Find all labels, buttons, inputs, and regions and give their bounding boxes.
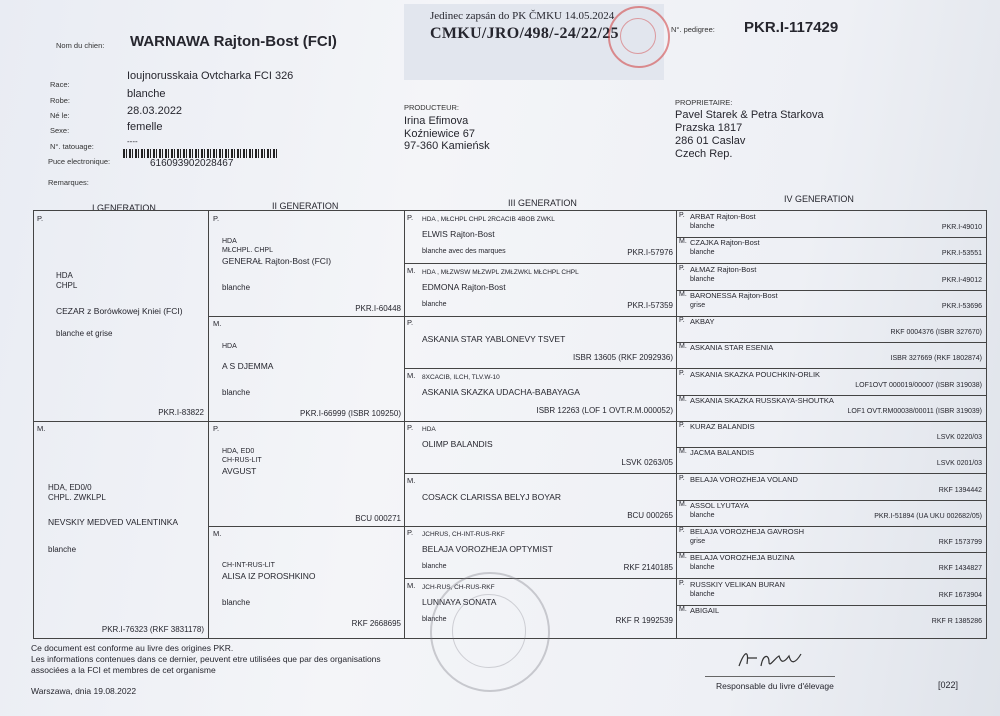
pedigree-number: PKR.I-117429 <box>744 19 839 36</box>
owner-address2: 286 01 Caslav <box>675 135 746 147</box>
registration-number: CMKU/JRO/498/-24/22/25 <box>430 25 619 42</box>
gen1-sire-titles2: CHPL <box>56 281 78 290</box>
gen4-name: ASKANIA SKAZKA POUCHKIN-ORLIK <box>690 369 821 379</box>
gen3-titles: HDA , MŁZWSW MŁZWPL ZMŁZWKL MŁCHPL CHPL <box>422 268 579 276</box>
column-divider <box>208 211 209 638</box>
gen4-sex: M. <box>679 290 687 298</box>
robe-label: Robe: <box>50 96 71 105</box>
gen3-reg: ISBR 12263 (LOF 1 OVT.R.M.000052) <box>536 405 673 415</box>
gen2-titles: HDA <box>222 343 237 350</box>
gen2-name: AVGUST <box>222 466 257 476</box>
column-divider <box>404 211 405 638</box>
owner-name: Pavel Starek & Petra Starkova <box>675 109 824 121</box>
dog-name: WARNAWA Rajton-Bost (FCI) <box>130 33 337 50</box>
gen3-titles: HDA , MŁCHPL CHPL 2RCACIB 4BOB ZWKL <box>422 216 555 223</box>
gen3-reg: ISBR 13605 (RKF 2092936) <box>572 353 673 362</box>
gen4-name: RUSSKIY VELIKAN BURAN <box>690 579 785 589</box>
producer-address1: Koźniewice 67 <box>404 128 475 140</box>
remarks-label: Remarques: <box>48 178 89 187</box>
gen4-name: JACMA BALANDIS <box>690 448 755 458</box>
born-label: Né le: <box>50 111 70 120</box>
document-code: [022] <box>938 680 959 690</box>
pedigree-label: N°. pedigree: <box>671 25 715 34</box>
gen4-color: blanche <box>690 564 715 572</box>
gen4-sex: P. <box>679 422 685 429</box>
row-divider <box>34 421 986 422</box>
gen3-name: ELWIS Rajton-Bost <box>422 229 495 239</box>
footer-note-1: Ce document est conforme au livre des origines PKR. <box>31 643 234 653</box>
gen2-titles: HDA <box>222 238 237 245</box>
producer-address2: 97-360 Kamieńsk <box>404 140 490 152</box>
producer-label: PRODUCTEUR: <box>404 103 460 112</box>
gen4-reg: PKR.I-51894 (UA UKU 002682/05) <box>874 512 982 520</box>
gen3-sex: P. <box>407 528 414 537</box>
gen3-name: COSACK CLARISSA BELYJ BOYAR <box>422 491 562 502</box>
gen2-titles2: MŁCHPL. CHPL <box>222 247 273 254</box>
generation-1-header: I GENERATION <box>92 203 156 213</box>
owner-label: PROPRIETAIRE: <box>675 98 733 107</box>
gen4-name: BARONESSA Rajton-Bost <box>690 290 778 300</box>
gen4-sex: M. <box>679 448 687 456</box>
sex-label: Sexe: <box>50 126 70 135</box>
gen4-reg: PKR.I-53696 <box>941 302 982 310</box>
gen2-titles: HDA, ED0 <box>222 448 255 455</box>
gen3-color: blanche <box>422 563 447 570</box>
gen3-sex: P. <box>407 213 414 222</box>
gen4-reg: LSVK 0220/03 <box>936 434 982 441</box>
gen2-titles2: CH-INT-RUS-LIT <box>222 562 275 569</box>
gen4-reg: PKR.I-49012 <box>941 276 982 284</box>
gen1-sire-color: blanche et grise <box>56 329 113 338</box>
gen4-name: KURAZ BALANDIS <box>690 422 755 431</box>
tattoo-value: ---- <box>127 137 138 146</box>
gen3-reg: BCU 000265 <box>627 510 673 520</box>
gen3-name: EDMONA Rajton-Bost <box>422 281 506 292</box>
row-divider <box>676 605 986 606</box>
born-value: 28.03.2022 <box>127 105 183 117</box>
gen1-dam-color: blanche <box>48 545 77 554</box>
gen4-reg: RKF 1673904 <box>938 591 982 599</box>
producer-name: Irina Efimova <box>404 115 469 127</box>
gen4-color: grise <box>690 538 706 545</box>
gen2-titles2: CH-RUS-LIT <box>222 457 262 464</box>
generation-4-header: IV GENERATION <box>784 194 854 204</box>
signature-line <box>705 676 835 677</box>
gen4-sex: P. <box>679 264 685 272</box>
gen4-sex: M. <box>679 500 687 508</box>
gen3-reg: RKF R 1992539 <box>615 615 673 625</box>
barcode-icon <box>123 149 278 158</box>
gen1-sire-reg: PKR.I-83822 <box>158 408 204 417</box>
gen3-sex: P. <box>407 423 414 432</box>
gen4-name: AKBAY <box>690 317 715 326</box>
gen1-dam-reg: PKR.I-76323 (RKF 3831178) <box>101 625 204 634</box>
gen3-sex: M. <box>407 475 416 485</box>
gen1-sire-sex: P. <box>37 214 44 223</box>
gen4-color: blanche <box>690 590 715 598</box>
gen2-name: A S DJEMMA <box>222 361 274 371</box>
tattoo-label: N°. tatouage: <box>50 142 94 151</box>
gen4-sex: P. <box>679 579 685 587</box>
gen2-color: blanche <box>222 598 251 607</box>
gen3-name: OLIMP BALANDIS <box>422 439 493 449</box>
gen2-reg: PKR.I-60448 <box>355 304 401 313</box>
gen4-sex: M. <box>679 605 687 613</box>
gen2-sex: P. <box>213 214 220 223</box>
gen2-sex: M. <box>213 529 222 538</box>
gen4-reg: PKR.I-49010 <box>941 224 982 231</box>
gen4-name: ABIGAIL <box>690 605 720 615</box>
gen4-sex: P. <box>679 527 685 534</box>
gen1-dam-name: NEVSKIY MEDVED VALENTINKA <box>48 517 179 527</box>
gen3-titles: JCHRUS, CH-INT-RUS-RKF <box>422 531 505 538</box>
gen4-sex: M. <box>679 238 687 246</box>
gen1-dam-titles2: CHPL. ZWKLPL <box>48 493 106 502</box>
row-divider <box>208 526 986 527</box>
gen4-sex: M. <box>679 343 687 351</box>
gen4-color: blanche <box>690 249 715 257</box>
gen4-sex: P. <box>679 317 685 324</box>
gen4-reg: RKF R 1385286 <box>931 617 982 625</box>
footer-note-2: Les informations contenues dans ce dernier, peuvent etre utilisées que par des organisations <box>31 654 381 664</box>
owner-address1: Prazska 1817 <box>675 122 743 134</box>
gen2-name: ALISA IZ POROSHKINO <box>222 571 316 581</box>
gen4-reg: RKF 0004376 (ISBR 327670) <box>890 329 982 336</box>
dog-name-label: Nom du chien: <box>56 41 105 50</box>
gen4-name: ASKANIA STAR ESENIA <box>690 343 774 353</box>
gen4-reg: LOF1OVT 000019/00007 (ISBR 319038) <box>855 381 982 389</box>
chip-label: Puce electronique: <box>48 157 111 166</box>
sex-value: femelle <box>127 121 163 133</box>
gen4-color: grise <box>690 301 706 309</box>
gen3-color: blanche <box>422 300 447 308</box>
column-divider <box>676 211 677 638</box>
gen2-color: blanche <box>222 283 251 292</box>
gen2-reg: BCU 000271 <box>355 514 401 523</box>
official-seal-inner-icon <box>452 594 526 668</box>
gen3-color: blanche <box>422 615 447 623</box>
place-date: Warszawa, dnia 19.08.2022 <box>31 686 137 696</box>
gen3-sex: P. <box>407 318 414 327</box>
gen4-name: BELAJA VOROZHEJA GAVROSH <box>690 527 805 536</box>
gen4-sex: P. <box>679 369 685 377</box>
registration-stamp-text: Jedinec zapsán do PK ČMKU 14.05.2024 <box>430 10 615 22</box>
chip-value: 616093902028467 <box>150 158 234 169</box>
gen4-color: blanche <box>690 275 715 283</box>
gen4-name: BELAJA VOROZHEJA BUZINA <box>690 553 795 563</box>
generation-2-header: II GENERATION <box>272 201 339 211</box>
gen4-sex: M. <box>679 553 687 561</box>
gen4-name: ARBAT Rajton-Bost <box>690 212 756 221</box>
gen3-titles: JCH-RUS, CH-RUS-RKF <box>422 583 495 591</box>
gen3-sex: M. <box>407 370 416 380</box>
footer-note-3: associées a la FCI et membres de cet organisme <box>31 665 216 675</box>
gen4-name: CZAJKA Rajton-Bost <box>690 238 760 248</box>
gen4-reg: RKF 1573799 <box>938 539 982 546</box>
gen4-sex: P. <box>679 474 685 482</box>
generation-3-header: III GENERATION <box>508 198 577 208</box>
gen3-sex: M. <box>407 580 416 590</box>
gen1-dam-sex: M. <box>37 424 46 433</box>
gen4-name: ASKANIA SKAZKA RUSSKAYA-SHOUTKA <box>690 395 834 405</box>
gen3-color: blanche avec des marques <box>422 248 506 255</box>
gen4-reg: ISBR 327669 (RKF 1802874) <box>890 355 982 363</box>
gen2-sex: P. <box>213 424 220 433</box>
gen3-name: LUNNAYA SONATA <box>422 596 497 607</box>
gen3-name: ASKANIA SKAZKA UDACHA-BABAYAGA <box>422 386 580 397</box>
gen4-color: blanche <box>690 511 715 519</box>
gen1-sire-name: CEZAR z Borówkowej Kniei (FCI) <box>56 306 183 316</box>
gen4-sex: P. <box>679 212 685 219</box>
gen4-reg: LSVK 0201/03 <box>936 460 982 468</box>
gen3-reg: LSVK 0263/05 <box>621 458 673 467</box>
gen3-titles: HDA <box>422 426 436 433</box>
gen3-reg: PKR.I-57359 <box>627 300 673 310</box>
gen3-name: ASKANIA STAR YABLONEVY TSVET <box>422 334 566 344</box>
gen4-name: AŁMAZ Rajton-Bost <box>690 264 757 274</box>
gen2-name: GENERAŁ Rajton-Bost (FCI) <box>222 256 332 266</box>
gen3-reg: RKF 2140185 <box>623 563 673 572</box>
gen4-reg: LOF1 OVT.RM00038/00011 (ISBR 319039) <box>847 407 982 415</box>
signature-icon <box>735 646 815 670</box>
race-value: Ioujnorusskaia Ovtcharka FCI 326 <box>127 70 294 82</box>
responsible-label: Responsable du livre d'élevage <box>716 681 834 691</box>
row-divider <box>208 316 986 317</box>
gen1-dam-titles: HDA, ED0/0 <box>48 483 92 492</box>
gen2-sex: M. <box>213 319 222 328</box>
gen1-sire-titles: HDA <box>56 271 73 280</box>
gen4-sex: M. <box>679 395 687 403</box>
gen3-reg: PKR.I-57976 <box>627 248 673 257</box>
gen2-reg: PKR.I-66999 (ISBR 109250) <box>300 409 401 418</box>
gen4-reg: PKR.I-53551 <box>941 250 982 258</box>
robe-value: blanche <box>127 88 166 100</box>
gen4-name: BELAJA VOROZHEJA VOLAND <box>690 474 798 484</box>
owner-country: Czech Rep. <box>675 148 733 160</box>
red-seal-inner-icon <box>620 18 656 54</box>
gen4-name: ASSOL LYUTAYA <box>690 500 749 510</box>
gen4-color: blanche <box>690 223 715 230</box>
gen3-name: BELAJA VOROZHEJA OPTYMIST <box>422 544 553 554</box>
gen2-reg: RKF 2668695 <box>351 619 401 628</box>
race-label: Race: <box>50 80 70 89</box>
gen4-reg: RKF 1434827 <box>938 565 982 573</box>
gen3-sex: M. <box>407 265 416 275</box>
gen4-reg: RKF 1394442 <box>938 486 982 494</box>
gen2-color: blanche <box>222 388 251 397</box>
gen3-titles: 8XCACIB, ILCH, TLV.W-10 <box>422 373 500 381</box>
